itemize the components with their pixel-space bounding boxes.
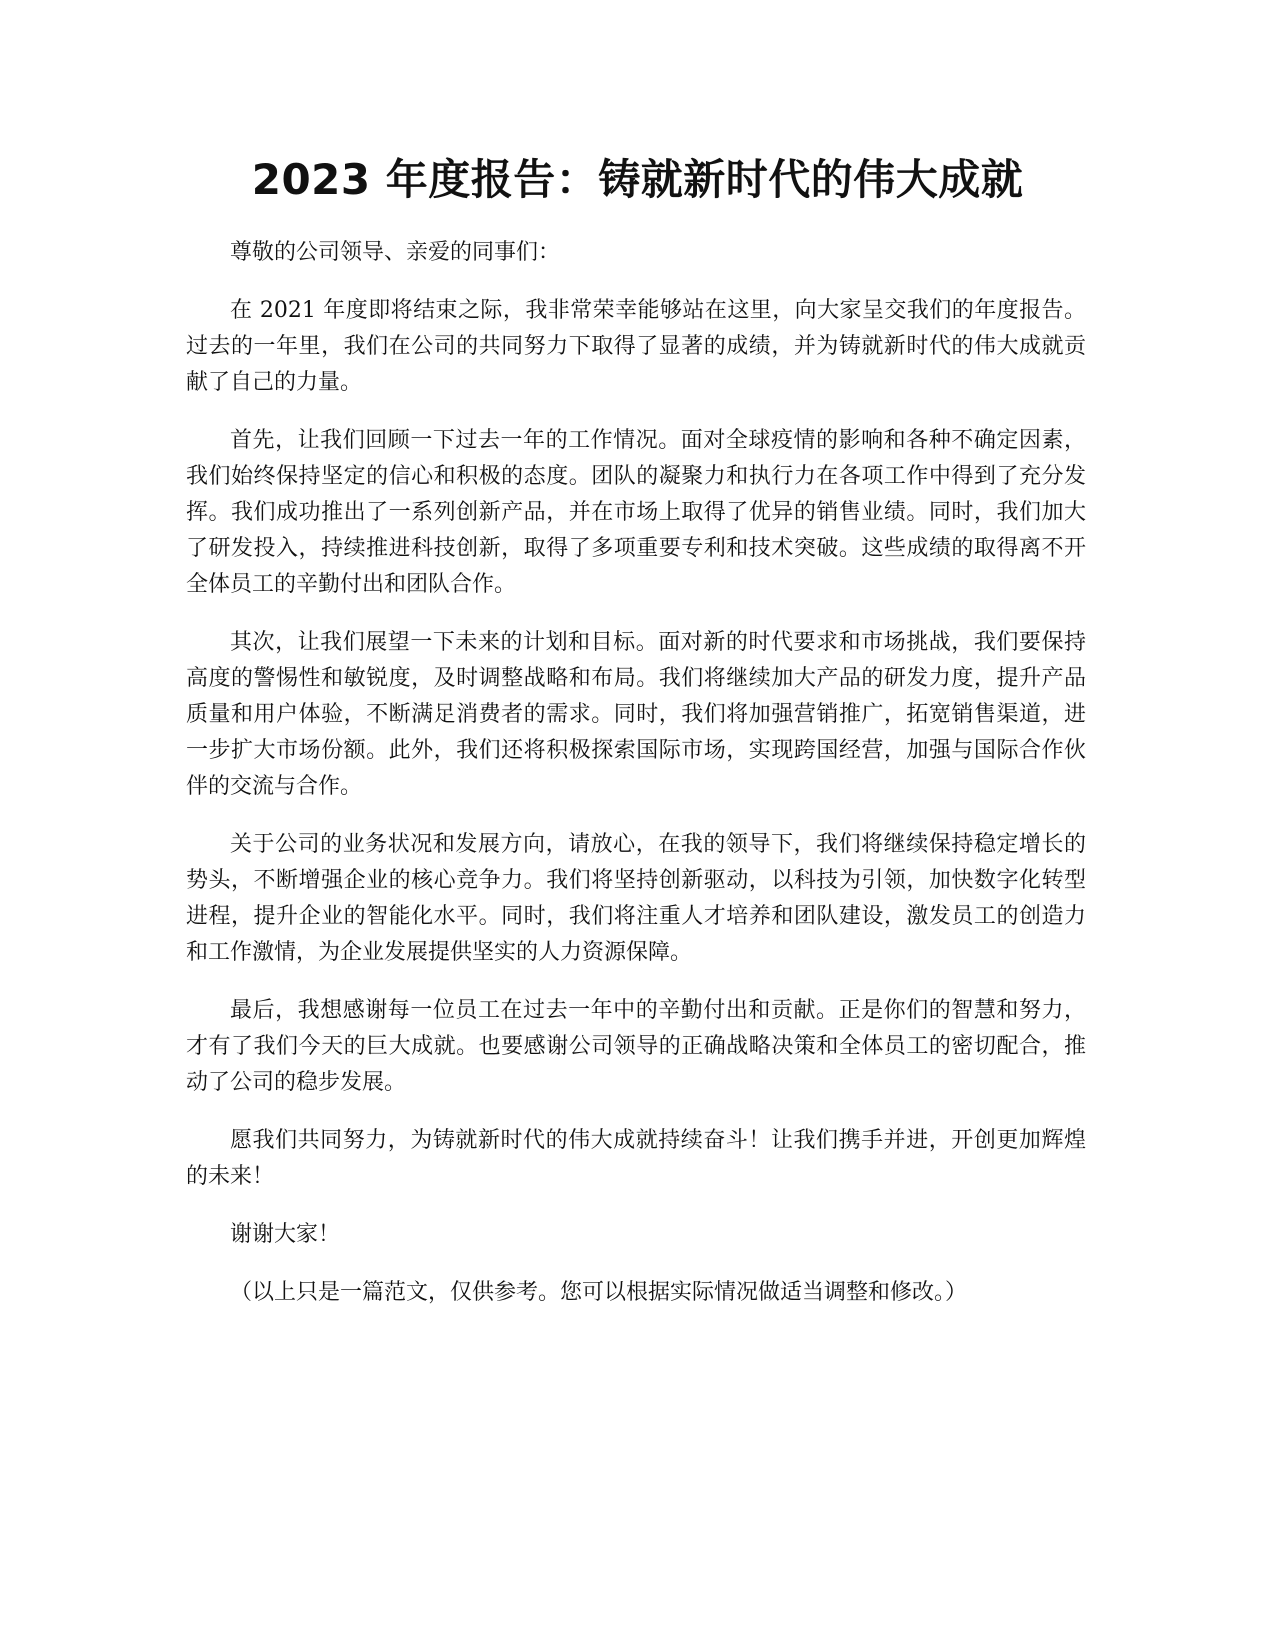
body-paragraph-6: 愿我们共同努力，为铸就新时代的伟大成就持续奋斗！让我们携手并进，开创更加辉煌的未来！ — [186, 1128, 1086, 1189]
body-paragraph-2: 首先，让我们回顾一下过去一年的工作情况。面对全球疫情的影响和各种不确定因素，我们始终保持坚定的信心和积极的态度。团队的凝聚力和执行力在各项工作中得到了充分发挥。我们成功推出了一系列创新产品，并在市场上取得了优异的销售业绩。同时，我们加大了研发投入，持续推进科技创新，取得了多项重要专利和技术突破。这些成绩的取得离不开全体员工的辛勤付出和团队合作。 — [186, 428, 1086, 597]
disclaimer-note: （以上只是一篇范文，仅供参考。您可以根据实际情况做适当调整和修改。） — [230, 1280, 968, 1305]
document-body — [186, 235, 1086, 1333]
greeting-paragraph: 尊敬的公司领导、亲爱的同事们： — [230, 240, 561, 265]
closing-paragraph: 谢谢大家！ — [230, 1222, 341, 1247]
body-paragraph-3: 其次，让我们展望一下未来的计划和目标。面对新的时代要求和市场挑战，我们要保持高度的警惕性和敏锐度，及时调整战略和布局。我们将继续加大产品的研发力度，提升产品质量和用户体验，不断满足消费者的需求。同时，我们将加强营销推广，拓宽销售渠道，进一步扩大市场份额。此外，我们还将积极探索国际市场，实现跨国经营，加强与国际合作伙伴的交流与合作。 — [186, 630, 1086, 799]
document-title: 2023 年度报告：铸就新时代的伟大成就 — [251, 155, 1024, 204]
body-paragraph-1: 在 2021 年度即将结束之际，我非常荣幸能够站在这里，向大家呈交我们的年度报告。过去的一年里，我们在公司的共同努力下取得了显著的成绩，并为铸就新时代的伟大成就贡献了自己的力量。 — [186, 298, 1086, 395]
body-paragraph-5: 最后，我想感谢每一位员工在过去一年中的辛勤付出和贡献。正是你们的智慧和努力，才有了我们今天的巨大成就。也要感谢公司领导的正确战略决策和全体员工的密切配合，推动了公司的稳步发展。 — [186, 998, 1086, 1095]
body-paragraph-4: 关于公司的业务状况和发展方向，请放心，在我的领导下，我们将继续保持稳定增长的势头，不断增强企业的核心竞争力。我们将坚持创新驱动，以科技为引领，加快数字化转型进程，提升企业的智能化水平。同时，我们将注重人才培养和团队建设，激发员工的创造力和工作激情，为企业发展提供坚实的人力资源保障。 — [186, 832, 1086, 965]
